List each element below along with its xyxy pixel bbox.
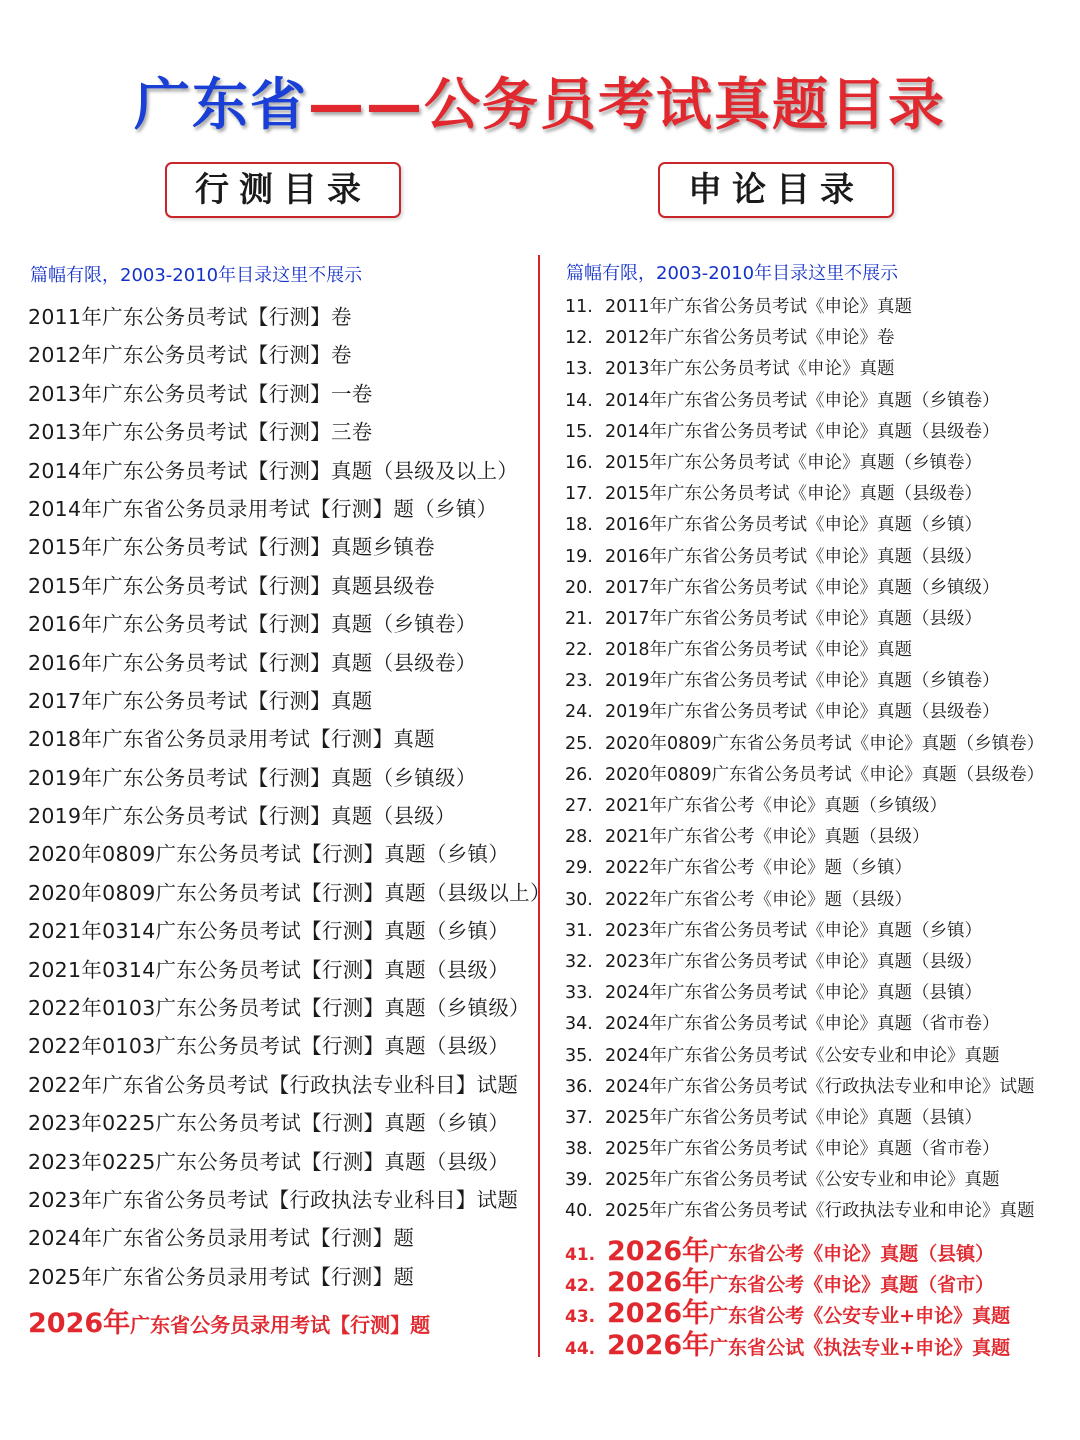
item-number: 40.	[565, 1201, 593, 1222]
item-number: 33.	[565, 983, 593, 1004]
list-item	[565, 697, 1077, 728]
list-item	[565, 479, 1077, 510]
list-item: 2018年广东省公务员录用考试【行测】真题	[28, 727, 435, 752]
highlight-list-item	[565, 1330, 1077, 1361]
list-item: 2016年广东公务员考试【行测】真题（乡镇卷）	[28, 612, 477, 637]
item-number: 34.	[565, 1014, 593, 1035]
list-item	[565, 822, 1077, 853]
item-number: 42.	[565, 1276, 596, 1297]
item-text: 2011年广东省公务员考试《申论》真题	[605, 297, 913, 317]
item-number: 41.	[565, 1245, 596, 1265]
list-item: 2023年0225广东公务员考试【行测】真题（乡镇）	[28, 1111, 510, 1136]
title-dash: ——	[308, 72, 424, 138]
title-province: 广东省	[134, 72, 308, 138]
item-text: 2015年广东公务员考试《申论》真题（县级卷）	[605, 484, 983, 505]
item-text: 2017年广东省公务员考试《申论》真题（乡镇级）	[605, 577, 1000, 598]
list-item	[565, 978, 1077, 1009]
list-item	[565, 292, 1077, 323]
item-number: 23.	[565, 671, 593, 692]
title-main: 公务员考试真题目录	[424, 72, 946, 138]
item-number: 25.	[565, 733, 593, 754]
xingce-heading: 行测目录	[165, 162, 401, 218]
highlight-text: 广东省公考《申论》真题（省市）	[709, 1274, 995, 1297]
xingce-highlight-item	[28, 1304, 430, 1344]
item-number: 15.	[565, 421, 593, 442]
item-text: 2016年广东省公务员考试《申论》真题（乡镇）	[605, 515, 983, 536]
item-number: 12.	[565, 328, 593, 349]
item-text: 2022年广东省公考《申论》题（乡镇）	[605, 858, 913, 879]
highlight-year: 2026年	[607, 1298, 710, 1330]
list-item	[565, 947, 1077, 978]
list-item: 2017年广东公务员考试【行测】真题	[28, 688, 373, 713]
list-item	[565, 635, 1077, 666]
item-text: 2024年广东省公务员考试《行政执法专业和申论》试题	[605, 1076, 1035, 1097]
list-item	[565, 1041, 1077, 1072]
item-text: 2014年广东省公务员考试《申论》真题（乡镇卷）	[605, 390, 1000, 411]
item-text: 2014年广东省公务员考试《申论》真题（县级卷）	[605, 421, 1000, 442]
item-number: 22.	[565, 640, 593, 661]
shenlun-note: 篇幅有限，2003-2010年目录这里不展示	[566, 263, 899, 284]
item-text: 2023年广东省公务员考试《申论》真题（乡镇）	[605, 920, 983, 941]
item-number: 31.	[565, 920, 593, 941]
item-number: 44.	[565, 1338, 596, 1359]
list-item: 2014年广东公务员考试【行测】真题（县级及以上）	[28, 458, 519, 483]
item-number: 26.	[565, 764, 593, 785]
list-item: 2021年0314广东公务员考试【行测】真题（县级）	[28, 957, 510, 982]
list-item	[565, 542, 1077, 573]
list-item: 2022年0103广东公务员考试【行测】真题（乡镇级）	[28, 996, 530, 1021]
item-number: 20.	[565, 577, 593, 598]
item-text: 2013年广东公务员考试《申论》真题	[605, 359, 895, 380]
list-item	[565, 448, 1077, 479]
list-item: 2025年广东省公务员录用考试【行测】题	[28, 1264, 415, 1289]
item-number: 13.	[565, 359, 593, 380]
list-item: 2020年0809广东公务员考试【行测】真题（县级以上）	[28, 880, 551, 905]
item-number: 39.	[565, 1170, 593, 1191]
list-item: 2015年广东公务员考试【行测】真题乡镇卷	[28, 535, 435, 560]
item-text: 2025年广东省公务员考试《申论》真题（省市卷）	[605, 1139, 1000, 1160]
highlight-text: 广东省公务员录用考试【行测】题	[130, 1313, 431, 1337]
shenlun-list	[565, 292, 1077, 1228]
list-item: 2013年广东公务员考试【行测】三卷	[28, 420, 373, 445]
highlight-year: 2026年	[607, 1267, 710, 1299]
list-item	[565, 791, 1077, 822]
item-text: 2022年广东省公考《申论》题（县级）	[605, 889, 913, 910]
list-item: 2019年广东公务员考试【行测】真题（县级）	[28, 804, 456, 829]
list-item	[565, 1009, 1077, 1040]
item-number: 38.	[565, 1139, 593, 1160]
list-item	[565, 386, 1077, 417]
item-number: 43.	[565, 1307, 596, 1328]
list-item	[565, 666, 1077, 697]
list-item	[565, 604, 1077, 635]
item-text: 2019年广东省公务员考试《申论》真题（乡镇卷）	[605, 671, 1000, 692]
list-item	[565, 323, 1077, 354]
item-text: 2025年广东省公务员考试《行政执法专业和申论》真题	[605, 1201, 1035, 1222]
highlight-text: 广东省公考《公安专业+申论》真题	[709, 1305, 1011, 1328]
list-item	[565, 1072, 1077, 1103]
item-number: 19.	[565, 546, 593, 567]
item-text: 2020年0809广东省公务员考试《申论》真题（乡镇卷）	[605, 733, 1045, 754]
highlight-text: 广东省公试《执法专业+申论》真题	[709, 1336, 1011, 1359]
list-item: 2022年广东省公务员考试【行政执法专业科目】试题	[28, 1072, 519, 1097]
list-item	[565, 1134, 1077, 1165]
list-item	[565, 885, 1077, 916]
item-number: 27.	[565, 796, 593, 816]
item-text: 2018年广东省公务员考试《申论》真题	[605, 640, 913, 661]
item-text: 2024年广东省公务员考试《公安专业和申论》真题	[605, 1045, 1000, 1066]
list-item	[565, 1103, 1077, 1134]
list-item	[565, 916, 1077, 947]
page-title	[0, 68, 1080, 144]
list-item: 2015年广东公务员考试【行测】真题县级卷	[28, 573, 435, 598]
item-number: 28.	[565, 827, 593, 848]
item-text: 2016年广东省公务员考试《申论》真题（县级）	[605, 546, 983, 567]
list-item: 2022年0103广东公务员考试【行测】真题（县级）	[28, 1034, 510, 1059]
item-text: 2021年广东省公考《申论》真题（县级）	[605, 827, 930, 848]
item-number: 21.	[565, 608, 593, 629]
list-item: 2013年广东公务员考试【行测】一卷	[28, 381, 373, 406]
list-item	[565, 510, 1077, 541]
item-text: 2025年广东省公务员考试《申论》真题（县镇）	[605, 1107, 983, 1128]
item-text: 2024年广东省公务员考试《申论》真题（县镇）	[605, 983, 983, 1004]
list-item	[565, 853, 1077, 884]
item-number: 11.	[565, 297, 593, 317]
item-number: 36.	[565, 1076, 593, 1097]
list-item	[565, 760, 1077, 791]
item-number: 32.	[565, 951, 593, 972]
list-item: 2020年0809广东公务员考试【行测】真题（乡镇）	[28, 842, 510, 867]
item-number: 14.	[565, 390, 593, 411]
item-number: 30.	[565, 889, 593, 910]
highlight-list-item	[565, 1298, 1077, 1329]
shenlun-highlight-list	[565, 1236, 1077, 1361]
item-number: 16.	[565, 452, 593, 473]
item-number: 18.	[565, 515, 593, 536]
list-item	[565, 1196, 1077, 1227]
list-item	[565, 729, 1077, 760]
item-text: 2019年广东省公务员考试《申论》真题（县级卷）	[605, 702, 1000, 723]
list-item: 2019年广东公务员考试【行测】真题（乡镇级）	[28, 765, 477, 790]
list-item	[565, 1165, 1077, 1196]
xingce-list	[28, 298, 551, 1296]
list-item: 2023年广东省公务员考试【行政执法专业科目】试题	[28, 1187, 519, 1212]
list-item: 2023年0225广东公务员考试【行测】真题（县级）	[28, 1149, 510, 1174]
item-number: 29.	[565, 858, 593, 879]
xingce-note: 篇幅有限，2003-2010年目录这里不展示	[30, 265, 363, 286]
item-text: 2012年广东省公务员考试《申论》卷	[605, 328, 895, 349]
item-text: 2020年0809广东省公务员考试《申论》真题（县级卷）	[605, 764, 1045, 785]
list-item: 2011年广东公务员考试【行测】卷	[28, 305, 352, 329]
list-item: 2024年广东省公务员录用考试【行测】题	[28, 1226, 415, 1251]
item-text: 2017年广东省公务员考试《申论》真题（县级）	[605, 608, 983, 629]
item-text: 2021年广东省公考《申论》真题（乡镇级）	[605, 796, 948, 816]
item-text: 2023年广东省公务员考试《申论》真题（县级）	[605, 951, 983, 972]
list-item: 2016年广东公务员考试【行测】真题（县级卷）	[28, 650, 477, 675]
item-number: 24.	[565, 702, 593, 723]
item-number: 35.	[565, 1045, 593, 1066]
list-item: 2014年广东省公务员录用考试【行测】题（乡镇）	[28, 496, 498, 521]
item-text: 2024年广东省公务员考试《申论》真题（省市卷）	[605, 1014, 1000, 1035]
item-text: 2025年广东省公务员考试《公安专业和申论》真题	[605, 1170, 1000, 1191]
list-item: 2021年0314广东公务员考试【行测】真题（乡镇）	[28, 919, 510, 944]
highlight-text: 广东省公考《申论》真题（县镇）	[709, 1243, 995, 1265]
highlight-year: 2026年	[607, 1329, 710, 1361]
item-text: 2015年广东公务员考试《申论》真题（乡镇卷）	[605, 452, 983, 473]
shenlun-heading: 申论目录	[658, 162, 894, 218]
list-item	[565, 417, 1077, 448]
highlight-list-item	[565, 1267, 1077, 1298]
item-number: 37.	[565, 1107, 593, 1128]
highlight-year: 2026年	[28, 1308, 131, 1339]
list-item	[565, 354, 1077, 385]
list-item	[565, 573, 1077, 604]
highlight-year: 2026年	[607, 1236, 710, 1267]
item-number: 17.	[565, 484, 593, 505]
highlight-list-item	[565, 1236, 1077, 1267]
list-item: 2012年广东公务员考试【行测】卷	[28, 343, 352, 368]
